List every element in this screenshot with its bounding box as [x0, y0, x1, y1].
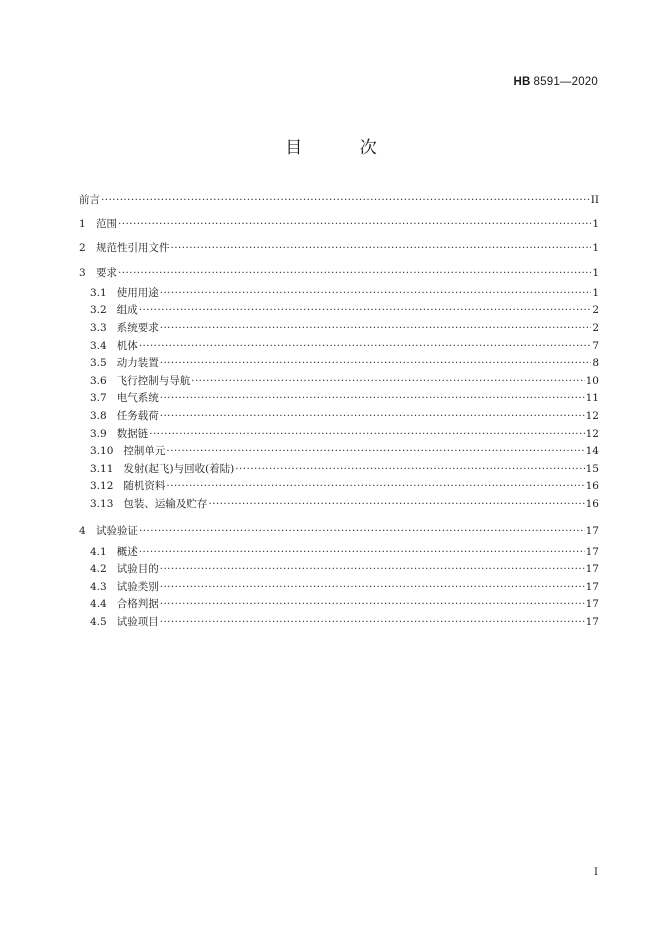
toc-entry-page: 12 [585, 427, 599, 440]
toc-dot-leader [160, 355, 592, 373]
toc-dot-leader [139, 544, 585, 562]
toc-entry[interactable] [79, 478, 599, 496]
toc-entry-number: 3.13 [90, 497, 114, 510]
toc-entry-page: 12 [585, 409, 599, 422]
toc-dot-leader [118, 261, 591, 285]
toc-entry[interactable] [79, 426, 599, 444]
toc-entry-page: 1 [592, 266, 599, 279]
toc-entry-page: 8 [592, 357, 599, 370]
toc-entry-label: 包装、运输及贮存 [123, 497, 208, 510]
toc-dot-leader [101, 188, 590, 212]
toc-dot-leader [160, 285, 592, 303]
toc-entry[interactable] [79, 302, 599, 320]
toc-entry[interactable] [79, 285, 599, 303]
toc-entry[interactable] [79, 614, 599, 632]
toc-entry[interactable] [79, 519, 599, 543]
toc-entry-number: 3 [79, 266, 86, 279]
toc-entry[interactable] [79, 355, 599, 373]
toc-entry-number: 4 [79, 525, 86, 538]
toc-dot-leader [191, 373, 584, 391]
toc-entry-number: 3.11 [90, 462, 114, 475]
toc-entry-page: 14 [585, 445, 599, 458]
toc-entry-page: 17 [585, 616, 599, 629]
page-number: I [594, 867, 598, 878]
toc-entry-page: 17 [585, 580, 599, 593]
toc-dot-leader [139, 302, 592, 320]
toc-entry-label: 组成 [116, 304, 138, 317]
toc-entry[interactable] [79, 320, 599, 338]
page-title: 目 次 [285, 138, 403, 158]
toc-entry[interactable] [79, 390, 599, 408]
toc-dot-leader [235, 461, 584, 479]
toc-dot-leader [160, 614, 585, 632]
toc-entry[interactable] [79, 496, 599, 514]
toc-entry-page: 16 [585, 480, 599, 493]
toc-entry[interactable] [79, 236, 599, 260]
toc-entry-label: 试验验证 [96, 525, 138, 538]
toc-entry[interactable] [79, 188, 599, 212]
toc-entry-page: 16 [585, 497, 599, 510]
toc-entry-number: 3.3 [90, 321, 107, 334]
toc-entry-number: 3.2 [90, 304, 107, 317]
toc-dot-leader [139, 338, 592, 356]
toc-entry[interactable] [79, 408, 599, 426]
toc-dot-leader [166, 443, 584, 461]
toc-entry-label: 发射(起飞)与回收(着陆) [123, 462, 235, 475]
toc-entry-page: II [590, 193, 599, 206]
toc-entry-label: 随机资料 [123, 480, 166, 493]
toc-entry-number: 2 [79, 242, 86, 255]
toc-entry-number: 3.8 [90, 409, 107, 422]
toc-entry[interactable] [79, 596, 599, 614]
toc-entry-number: 3.6 [90, 374, 107, 387]
toc-entry-number: 3.5 [90, 357, 107, 370]
toc-dot-leader [160, 579, 585, 597]
toc-dot-leader [160, 561, 585, 579]
toc-entry-page: 15 [585, 462, 599, 475]
toc-entry-number: 4.3 [90, 580, 107, 593]
toc-entry-label: 控制单元 [123, 445, 166, 458]
toc-entry-label: 动力装置 [116, 357, 159, 370]
toc-dot-leader [208, 496, 584, 514]
toc-entry-page: 17 [585, 525, 599, 538]
toc-entry-page: 2 [592, 321, 599, 334]
toc-entry-page: 1 [592, 286, 599, 299]
toc-entry-number: 1 [79, 218, 86, 231]
toc-entry-label: 系统要求 [116, 321, 159, 334]
toc-entry-label: 飞行控制与导航 [116, 374, 191, 387]
toc-entry-page: 17 [585, 545, 599, 558]
toc-entry-page: 17 [585, 563, 599, 576]
toc-entry-page: 1 [592, 242, 599, 255]
toc-entry-label: 使用用途 [116, 286, 159, 299]
toc-dot-leader [139, 519, 585, 543]
toc-entry-label: 电气系统 [116, 392, 159, 405]
toc-entry[interactable] [79, 561, 599, 579]
toc-entry[interactable] [79, 579, 599, 597]
standard-prefix: HB [513, 76, 531, 88]
toc-entry-number: 3.4 [90, 339, 107, 352]
toc-entry-label: 数据链 [116, 427, 149, 440]
toc-entry-label: 规范性引用文件 [96, 242, 170, 255]
toc-dot-leader [160, 390, 585, 408]
toc-entry-page: 2 [592, 304, 599, 317]
toc-entry-label: 合格判据 [116, 598, 159, 611]
document-number [514, 76, 598, 88]
standard-number: 8591—2020 [533, 76, 598, 88]
toc-dot-leader [118, 212, 591, 236]
toc-entry-number: 4.5 [90, 616, 107, 629]
toc-entry-number: 3.10 [90, 445, 114, 458]
toc-entry-number: 3.1 [90, 286, 107, 299]
toc-entry-label: 机体 [116, 339, 138, 352]
toc-entry-label: 范围 [96, 218, 117, 231]
toc-dot-leader [149, 426, 584, 444]
toc-dot-leader [171, 236, 592, 260]
toc-entry[interactable] [79, 443, 599, 461]
toc-entry-number: 3.12 [90, 480, 114, 493]
toc-entry-label: 试验项目 [116, 616, 159, 629]
toc-entry-number: 4.4 [90, 598, 107, 611]
toc-entry-number: 4.2 [90, 563, 107, 576]
toc-entry[interactable] [79, 212, 599, 236]
toc-entry[interactable] [79, 544, 599, 562]
toc-entry-label: 任务载荷 [116, 409, 159, 422]
toc-entry-page: 7 [592, 339, 599, 352]
toc-entry-number: 3.7 [90, 392, 107, 405]
toc-dot-leader [160, 596, 585, 614]
toc-entry-number: 4.1 [90, 545, 107, 558]
toc-dot-leader [160, 408, 585, 426]
toc-entry-label: 要求 [96, 266, 117, 279]
toc-dot-leader [160, 320, 592, 338]
toc-entry-page: 1 [592, 218, 599, 231]
toc-entry[interactable] [79, 338, 599, 356]
toc-entry-label: 前言 [79, 193, 100, 206]
toc-entry-label: 试验目的 [116, 563, 159, 576]
toc-entry-page: 10 [585, 374, 599, 387]
toc-entry-label: 概述 [116, 545, 138, 558]
table-of-contents [79, 188, 599, 632]
toc-entry-label: 试验类别 [116, 580, 159, 593]
toc-entry[interactable] [79, 373, 599, 391]
toc-entry-page: 11 [585, 392, 599, 405]
toc-dot-leader [166, 478, 584, 496]
toc-entry-number: 3.9 [90, 427, 107, 440]
toc-entry[interactable] [79, 261, 599, 285]
toc-entry[interactable] [79, 461, 599, 479]
toc-entry-page: 17 [585, 598, 599, 611]
